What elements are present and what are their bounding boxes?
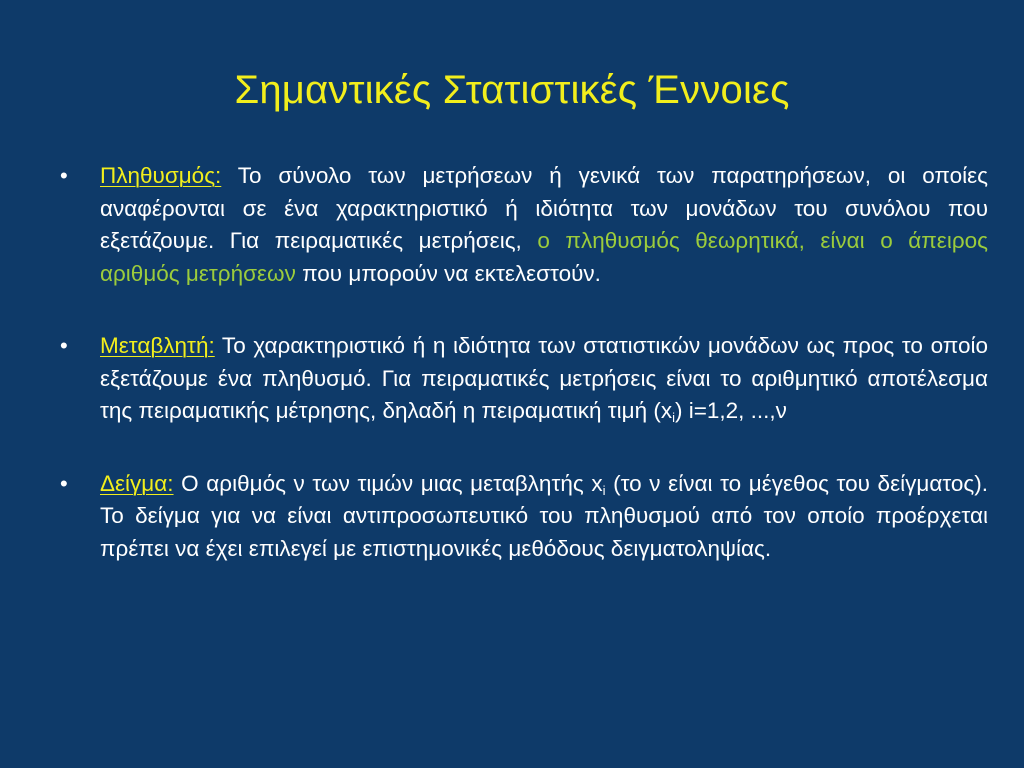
bullet-variable xyxy=(54,330,988,428)
variable-subscript: i xyxy=(672,410,676,425)
sample-text-1: Ο αριθμός ν των τιμών μιας μεταβλητής x xyxy=(173,470,603,496)
variable-text-2: ) i=1,2, ...,ν xyxy=(675,398,787,423)
population-highlight: ο πληθυσμός θεωρητικά, είναι ο άπειρος αριθμός μετρήσεων xyxy=(100,228,988,286)
slide-title: Σημαντικές Στατιστικές Έννοιες xyxy=(234,68,790,112)
population-text-2: που μπορούν να εκτελεστούν. xyxy=(295,260,601,286)
term-sample: Δείγμα: xyxy=(100,470,174,496)
bullet-population xyxy=(54,160,988,290)
variable-text-1: Το χαρακτηριστικό ή η ιδιότητα των στατιστικών μονάδων ως προς το οποίο εξετάζουμε ένα πληθυσμό. Για πειραματικές μετρήσεις είναι το αριθμητικό αποτέλεσμα της πειραματικής μέτρησης, δηλαδή η πειραματική τιμή (x xyxy=(100,333,988,423)
bullet-list xyxy=(54,160,988,605)
population-text-1: Το σύνολο των μετρήσεων ή γενικά των παρατηρήσεων, οι οποίες αναφέρονται σε ένα χαρακτηριστικό ή ιδιότητα των μονάδων του συνόλου που εξετάζουμε. Για πειραματικές μετρήσεις, xyxy=(100,163,988,253)
term-variable: Μεταβλητή: xyxy=(100,333,215,358)
term-population: Πληθυσμός: xyxy=(100,163,222,188)
sample-subscript: i xyxy=(602,482,606,498)
bullet-sample xyxy=(54,468,988,566)
sample-text-2: (το ν είναι το μέγεθος του δείγματος). Το δείγμα για να είναι αντιπροσωπευτικό του πληθυσμού από τον οποίο προέρχεται πρέπει να έχει επιλεγεί με επιστημονικές μεθόδους δειγματοληψίας. xyxy=(100,470,989,561)
